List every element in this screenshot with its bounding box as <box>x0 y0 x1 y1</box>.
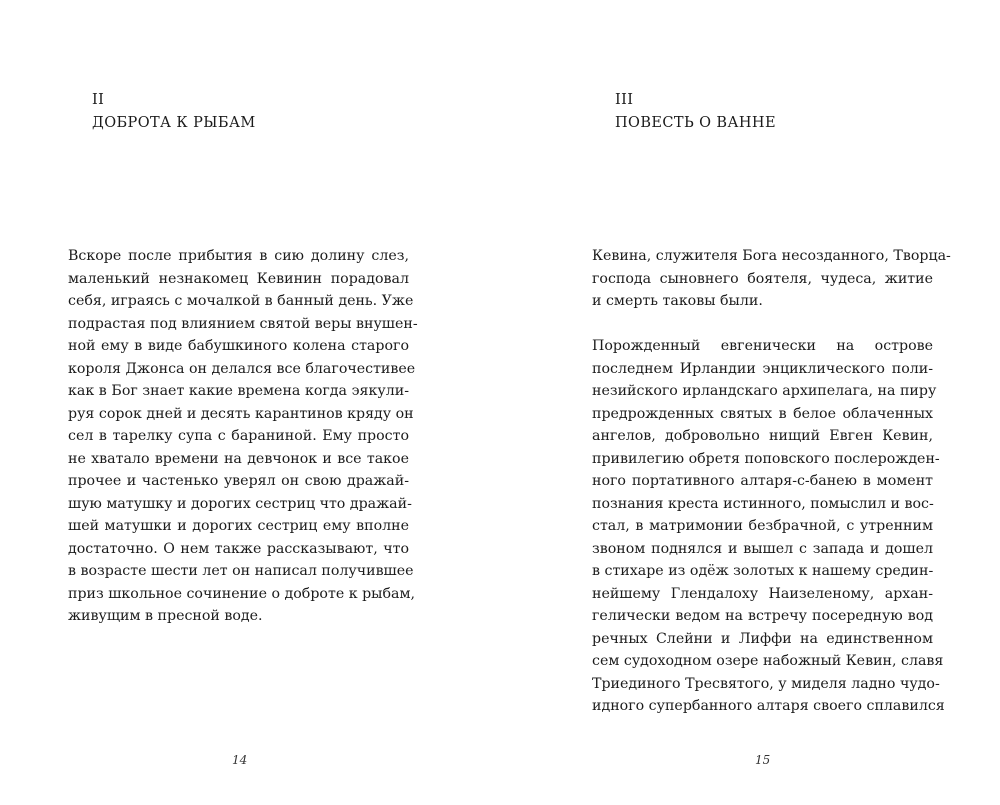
chapter-title: ПОВЕСТЬ О ВАННЕ <box>615 115 776 131</box>
chapter-number: III <box>615 92 634 108</box>
text-line: не хватало времени на девчонок и все такое <box>68 450 409 467</box>
text-line: шую матушку и дорогих сестриц что дражай- <box>68 495 412 512</box>
text-line: маленький незнакомец Кевинин порадовал <box>68 270 409 287</box>
right-page <box>500 0 1000 805</box>
text-line: шей матушки и дорогих сестриц ему вполне <box>68 518 409 534</box>
text-line: звоном поднялся и вышел с запада и дошел <box>592 540 933 557</box>
paragraph-gap <box>592 313 933 336</box>
text-line: Кевина, служителя Бога несозданного, Творца- <box>592 248 951 264</box>
text-line: руя сорок дней и десять карантинов кряду он <box>68 405 414 422</box>
text-line: Порожденный евгенически на острове <box>592 338 933 354</box>
text-line: гелически ведом на встречу посередную вод <box>592 608 933 624</box>
text-line: речных Слейни и Лиффи на единственном <box>592 630 933 647</box>
text-line: ной ему в виде бабушкиного колена старого <box>68 338 409 354</box>
text-line: ного портативного алтаря-с-банею в момент <box>592 473 933 489</box>
page-number: 15 <box>755 753 771 767</box>
text-line: предрожденных святых в белое облаченных <box>592 405 933 422</box>
text-line: себя, играясь с мочалкой в банный день. Уже <box>68 293 414 309</box>
text-line: познания креста истинного, помыслил и вос- <box>592 495 934 512</box>
body-text <box>68 245 418 628</box>
text-line: привилегию обретя поповского послерожден- <box>592 450 940 467</box>
text-line: идного супербанного алтаря своего сплавился <box>592 698 945 714</box>
text-line: достаточно. О нем также рассказывают, что <box>68 540 409 557</box>
text-line: незийского ирландскаго архипелага, на пиру <box>592 383 937 399</box>
text-line: господа сыновнего боятеля, чудеса, житие <box>592 270 933 287</box>
text-line: в стихаре из одёж золотых к нашему средин- <box>592 563 934 579</box>
text-line: как в Бог знает какие времена когда эякули- <box>68 383 409 399</box>
text-line: ангелов, добровольно нищий Евген Кевин, <box>592 428 933 444</box>
body-text <box>592 245 951 718</box>
chapter-title: ДОБРОТА К РЫБАМ <box>92 115 256 131</box>
text-line: последнем Ирландии энциклического поли- <box>592 360 933 377</box>
text-line: стал, в матримонии безбрачной, с утренним <box>592 518 933 534</box>
text-line: живущим в пресной воде. <box>68 608 263 624</box>
chapter-number: II <box>92 92 105 108</box>
text-line: короля Джонса он делался все благочестивее <box>68 360 416 377</box>
text-line: приз школьное сочинение о доброте к рыбам, <box>68 585 416 602</box>
text-line: Вскоре после прибытия в сию долину слез, <box>68 248 409 264</box>
text-line: прочее и частенько уверял он свою дражай- <box>68 473 409 489</box>
page-number: 14 <box>232 753 248 767</box>
text-line: и смерть таковы были. <box>592 293 763 309</box>
text-line: в возрасте шести лет он написал получившее <box>68 563 414 579</box>
text-line: сел в тарелку супа с бараниной. Ему просто <box>68 428 409 444</box>
text-line: подрастая под влиянием святой веры внушен- <box>68 315 418 332</box>
text-line: нейшему Глендалоху Наизеленому, архан- <box>592 585 933 602</box>
text-line: сем судоходном озере набожный Кевин, славя <box>592 653 944 669</box>
text-line: Триединого Тресвятого, у миделя ладно чудо- <box>592 675 940 692</box>
